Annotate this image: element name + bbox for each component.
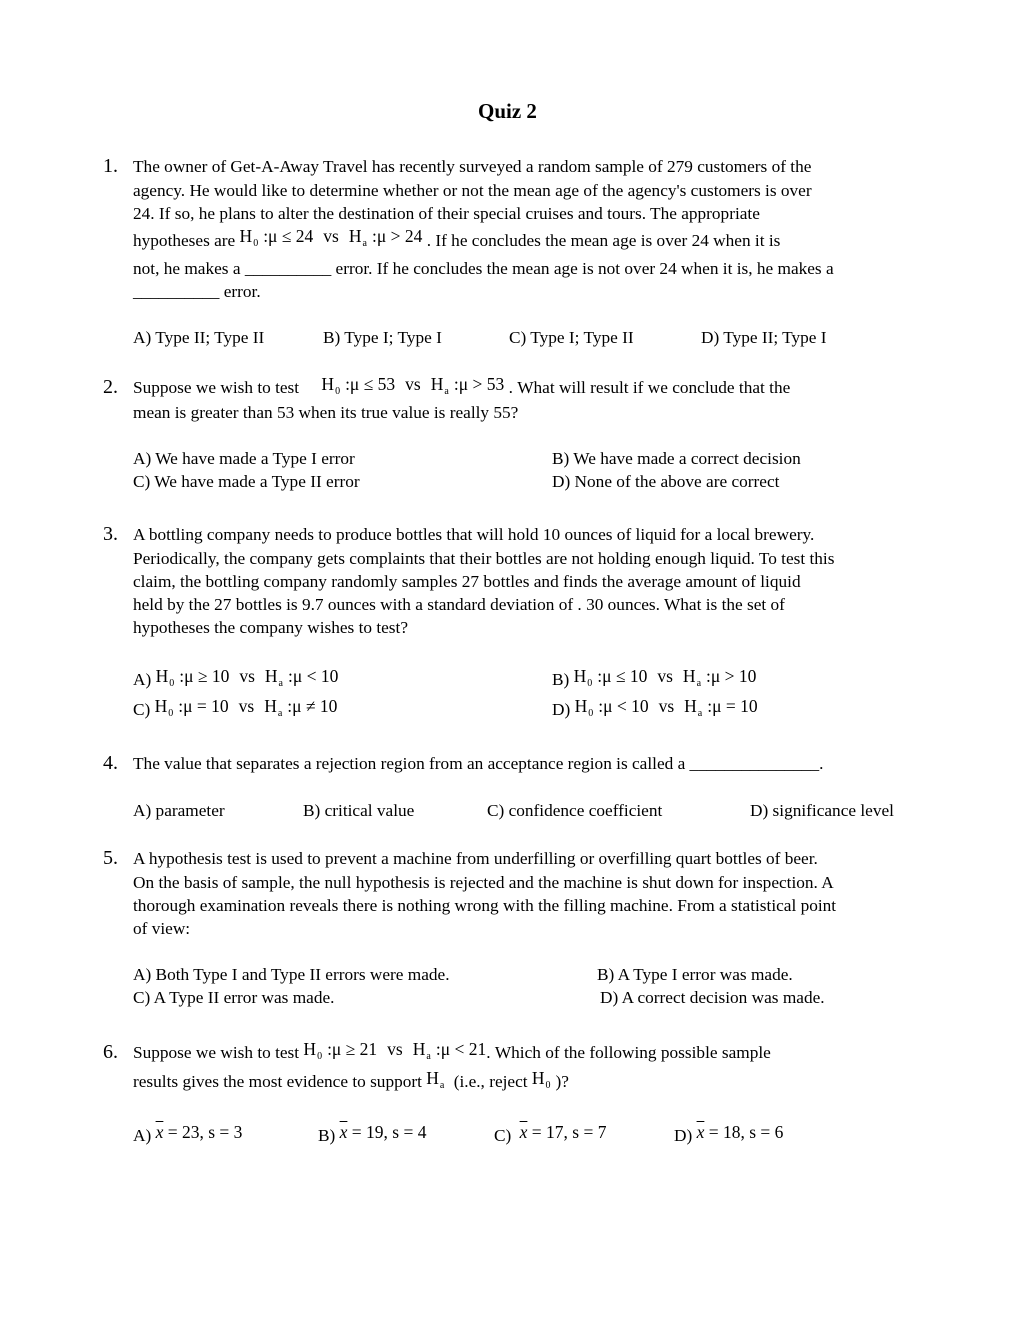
x-bar-symbol: $\overline{x}$ — [519, 1122, 528, 1142]
ha-relation: :μ < 21 — [435, 1039, 487, 1059]
question-text-line — [133, 1039, 771, 1062]
option-label: B) — [318, 1126, 336, 1145]
question-text-line — [133, 374, 791, 397]
x-bar-symbol: $\overline{x}$ — [155, 1122, 164, 1142]
h0-symbol: H — [239, 226, 253, 246]
h0-symbol — [531, 1068, 556, 1091]
option-b[interactable] — [552, 666, 757, 689]
subscript: 0 — [168, 708, 174, 719]
ha-relation: :μ < 10 — [287, 666, 339, 686]
option-c[interactable]: C) Type I; Type II — [509, 328, 634, 347]
hypothesis-expression — [321, 374, 508, 397]
subscript: a — [696, 678, 702, 689]
hypothesis-expression — [154, 696, 338, 719]
sample-result — [697, 1122, 784, 1142]
option-b[interactable]: B) A Type I error was made. — [597, 965, 793, 984]
question-text-line: __________ error. — [133, 282, 261, 301]
subscript: 0 — [169, 678, 175, 689]
question-text-line: held by the 27 bottles is 9.7 ounces with a standard deviation of . 30 ounces. What is the set of — [133, 595, 785, 614]
question-text-line: of view: — [133, 919, 191, 938]
question-number: 1. — [103, 155, 118, 177]
option-label: C) — [494, 1126, 512, 1145]
option-c[interactable] — [133, 696, 338, 719]
question-text-line: A bottling company needs to produce bottles that will hold 10 ounces of liquid for a local brewery. — [133, 525, 815, 544]
h0-symbol: H — [321, 374, 335, 394]
option-label: D) — [552, 700, 571, 719]
vs-text: vs — [405, 374, 421, 394]
h0-relation: :μ ≤ 24 — [263, 226, 314, 246]
subscript: a — [362, 238, 367, 249]
ha-symbol — [426, 1068, 449, 1091]
text: )? — [555, 1072, 569, 1091]
option-d[interactable]: D) A correct decision was made. — [600, 988, 825, 1007]
text: Suppose we wish to test — [133, 378, 300, 397]
subscript: a — [426, 1051, 431, 1062]
x-value: = 19, — [351, 1122, 388, 1142]
s-value: s = 3 — [208, 1122, 243, 1142]
option-d[interactable] — [552, 696, 758, 719]
ha-relation: :μ > 10 — [706, 666, 757, 686]
s-value: s = 7 — [572, 1122, 607, 1142]
page-title: Quiz 2 — [478, 99, 537, 123]
option-d[interactable]: D) significance level — [750, 801, 894, 820]
hypothesis-expression — [573, 666, 757, 689]
h0-relation: :μ ≤ 53 — [345, 374, 396, 394]
ha-symbol: H — [264, 696, 277, 716]
text: . If he concludes the mean age is over 24 when it is — [426, 231, 781, 250]
subscript: a — [444, 386, 449, 397]
question-text-line: not, he makes a __________ error. If he concludes the mean age is not over 24 when it is, he makes a — [133, 259, 834, 278]
s-value: s = 4 — [392, 1122, 427, 1142]
text: results gives the most evidence to support — [133, 1072, 422, 1091]
option-b[interactable]: B) We have made a correct decision — [552, 449, 801, 468]
option-label: B) — [552, 670, 570, 689]
ha-symbol: H — [430, 374, 444, 394]
text: . What will result if we conclude that the — [508, 378, 791, 397]
option-a[interactable]: A) Type II; Type II — [133, 328, 265, 347]
x-value: = 18, — [708, 1122, 745, 1142]
question-text-line: On the basis of sample, the null hypothesis is rejected and the machine is shut down for inspection. A — [133, 873, 834, 892]
h0-symbol: H — [155, 666, 169, 686]
ha-relation: :μ > 53 — [453, 374, 505, 394]
option-a[interactable]: A) Both Type I and Type II errors were made. — [133, 965, 450, 984]
option-label: D) — [674, 1126, 693, 1145]
question-text-line — [133, 226, 781, 250]
option-label: A) — [133, 670, 152, 689]
hypothesis-expression — [155, 666, 339, 689]
text: hypotheses are — [133, 231, 236, 250]
h0-relation: :μ ≥ 21 — [327, 1039, 378, 1059]
option-label: C) — [133, 700, 151, 719]
text: . Which of the following possible sample — [486, 1043, 771, 1062]
option-d[interactable]: D) Type II; Type I — [701, 328, 827, 347]
x-value: = 23, — [167, 1122, 204, 1142]
sample-result — [520, 1122, 607, 1142]
ha-symbol: H — [682, 666, 696, 686]
subscript: a — [439, 1080, 445, 1091]
question-text-line — [133, 1068, 569, 1091]
option-a[interactable] — [133, 1122, 243, 1145]
subscript: 0 — [335, 386, 341, 397]
h0-symbol: H — [574, 696, 588, 716]
question-text-line: A hypothesis test is used to prevent a machine from underfilling or overfilling quart bottles of beer. — [133, 849, 818, 868]
option-c[interactable]: C) We have made a Type II error — [133, 472, 360, 491]
h0-symbol: H — [154, 696, 168, 716]
question-number: 4. — [103, 752, 118, 774]
vs-text: vs — [387, 1039, 403, 1059]
option-c[interactable]: C) confidence coefficient — [487, 801, 663, 820]
option-a[interactable] — [133, 666, 339, 689]
h0-relation: :μ < 10 — [598, 696, 649, 716]
text: (i.e., reject — [453, 1072, 528, 1091]
x-bar-symbol: $\overline{x}$ — [696, 1122, 705, 1142]
ha-symbol: H — [684, 696, 697, 716]
h0-symbol: H — [573, 666, 587, 686]
ha-relation: :μ > 24 — [371, 226, 423, 246]
vs-text: vs — [238, 696, 255, 716]
option-c[interactable]: C) A Type II error was made. — [133, 988, 335, 1007]
question-text-line: thorough examination reveals there is nothing wrong with the filling machine. From a statistical point — [133, 896, 837, 915]
x-value: = 17, — [531, 1122, 568, 1142]
option-b[interactable]: B) Type I; Type I — [323, 328, 442, 347]
question-text-line: agency. He would like to determine whether or not the mean age of the agency's customers is over — [133, 181, 812, 200]
ha-symbol: H — [412, 1039, 426, 1059]
sample-result — [340, 1122, 427, 1142]
ha-symbol: H — [348, 226, 362, 246]
subscript: a — [278, 678, 283, 689]
x-bar-symbol: $\overline{x}$ — [339, 1122, 348, 1142]
h0-relation: :μ ≤ 10 — [597, 666, 648, 686]
vs-text: vs — [239, 666, 255, 686]
question-number: 3. — [103, 523, 118, 545]
option-b[interactable] — [318, 1122, 427, 1145]
hypothesis-expression — [574, 696, 758, 719]
hypothesis-expression — [303, 1039, 487, 1062]
vs-text: vs — [323, 226, 339, 246]
h0-relation: :μ ≥ 10 — [179, 666, 230, 686]
question-text-line: The value that separates a rejection region from an acceptance region is called a _______________. — [133, 754, 824, 773]
vs-text: vs — [657, 666, 673, 686]
sample-result — [156, 1122, 243, 1142]
option-a[interactable]: A) We have made a Type I error — [133, 449, 355, 468]
ha-relation: :μ = 10 — [707, 696, 758, 716]
question-number: 2. — [103, 376, 118, 398]
option-a[interactable]: A) parameter — [133, 801, 225, 820]
h-letter: H — [531, 1068, 545, 1088]
subscript: 0 — [253, 238, 259, 249]
h0-relation: :μ = 10 — [178, 696, 229, 716]
question-text-line: mean is greater than 53 when its true value is really 55? — [133, 403, 519, 422]
question-text-line: The owner of Get-A-Away Travel has recently surveyed a random sample of 279 customers of the — [133, 157, 812, 176]
text: Suppose we wish to test — [133, 1043, 300, 1062]
s-value: s = 6 — [749, 1122, 784, 1142]
option-d[interactable] — [674, 1122, 784, 1145]
subscript: a — [697, 708, 703, 719]
question-text-line: 24. If so, he plans to alter the destination of their special cruises and tours. The appropriate — [133, 204, 760, 223]
question-text-line: claim, the bottling company randomly samples 27 bottles and finds the average amount of liquid — [133, 572, 801, 591]
subscript: 0 — [588, 708, 594, 719]
subscript: 0 — [545, 1080, 551, 1091]
ha-relation: :μ ≠ 10 — [287, 696, 338, 716]
option-d[interactable]: D) None of the above are correct — [552, 472, 780, 491]
h0-symbol: H — [303, 1039, 317, 1059]
vs-text: vs — [658, 696, 675, 716]
subscript: a — [277, 708, 283, 719]
option-label: A) — [133, 1126, 152, 1145]
question-text-line: hypotheses the company wishes to test? — [133, 618, 409, 637]
option-c[interactable] — [494, 1122, 607, 1145]
subscript: 0 — [317, 1051, 323, 1062]
ha-symbol: H — [264, 666, 278, 686]
h-letter: H — [426, 1068, 439, 1088]
subscript: 0 — [587, 678, 593, 689]
question-number: 6. — [103, 1041, 118, 1063]
question-text-line: Periodically, the company gets complaints that their bottles are not holding enough liquid. To test this — [133, 549, 835, 568]
hypothesis-expression — [239, 226, 427, 249]
option-b[interactable]: B) critical value — [303, 801, 415, 820]
question-number: 5. — [103, 847, 118, 869]
